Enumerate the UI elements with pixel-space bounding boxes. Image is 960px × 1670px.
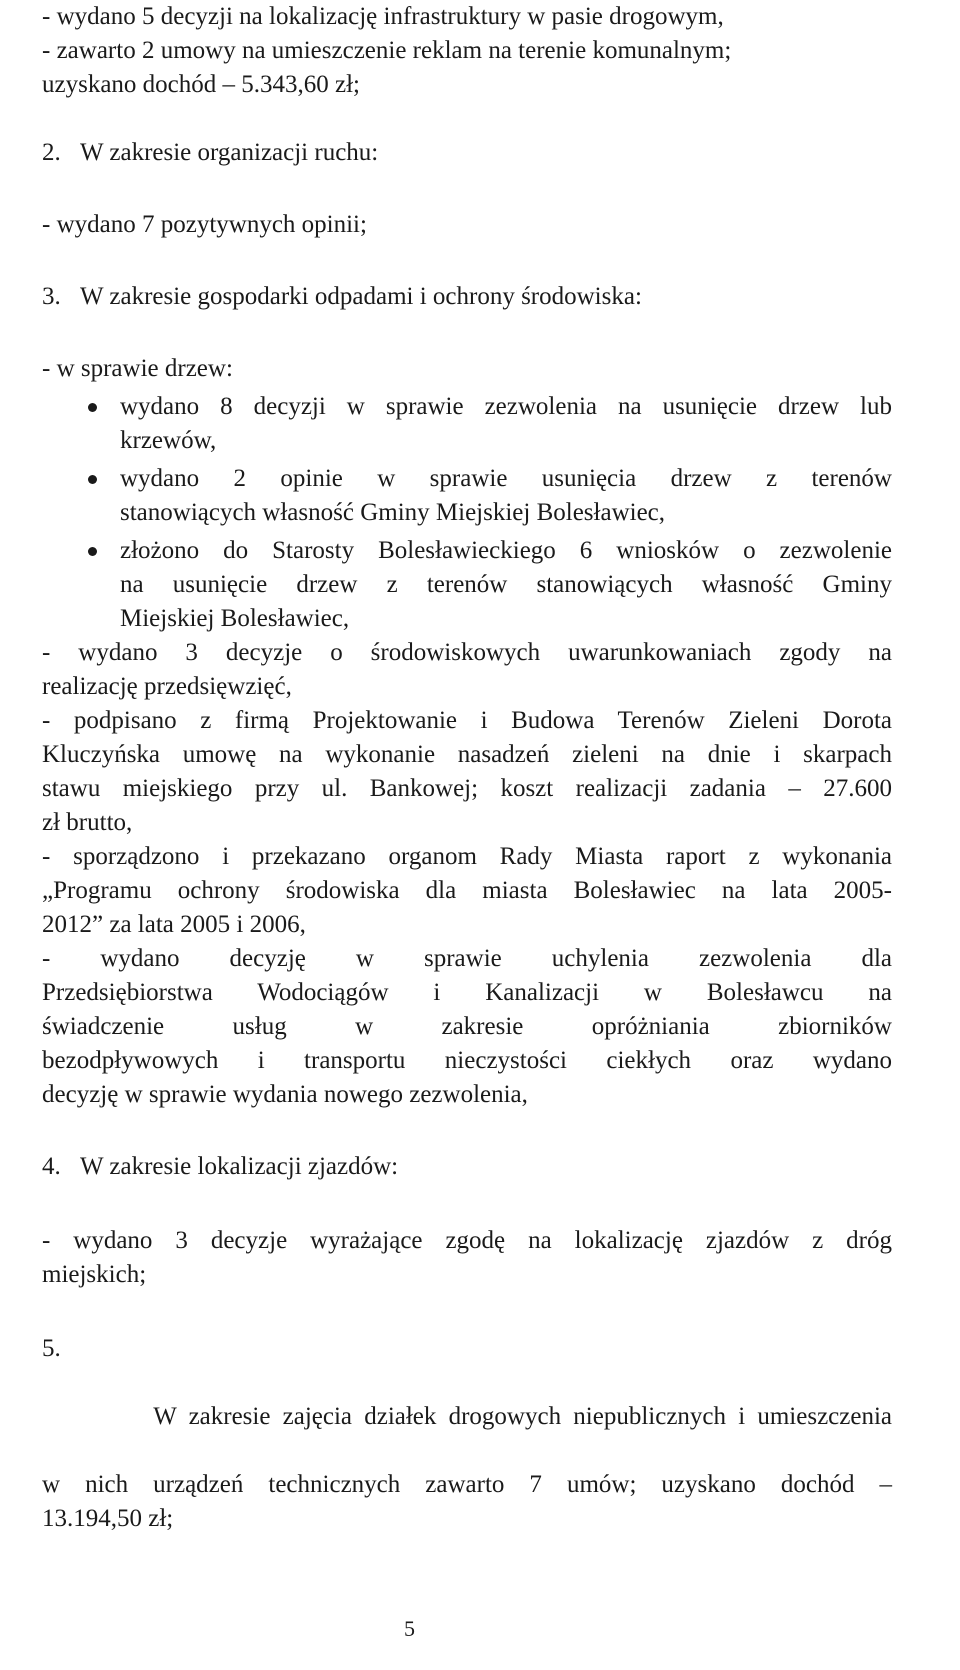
- bullet-icon: [88, 475, 97, 484]
- top-items: [42, 0, 892, 102]
- text-line: - podpisano z firmą Projektowanie i Budowa Terenów Zieleni Dorota: [42, 707, 892, 734]
- section-title: W zakresie gospodarki odpadami i ochrony środowiska:: [80, 283, 642, 310]
- text-line: 13.194,50 zł;: [42, 1505, 174, 1532]
- section-2-heading: [42, 136, 892, 170]
- document-page: [42, 0, 892, 1536]
- bullet-icon: [88, 547, 97, 556]
- text-line: świadczenie usług w zakresie opróżniania zbiorników: [42, 1013, 892, 1040]
- paragraph: [42, 1224, 892, 1292]
- section-title: W zakresie organizacji ruchu:: [80, 139, 379, 166]
- list-item: [42, 462, 892, 530]
- list-item: [42, 534, 892, 636]
- text-line: 2012” za lata 2005 i 2006,: [42, 911, 306, 938]
- paragraph: [42, 840, 892, 942]
- text-line: „Programu ochrony środowiska dla miasta Bolesławiec na lata 2005-: [42, 877, 892, 904]
- text-line: wydano 2 opinie w sprawie usunięcia drzew z terenów: [120, 465, 892, 492]
- bullet-icon: [88, 403, 97, 412]
- page-number: 5: [404, 1616, 415, 1641]
- text-line: zł brutto,: [42, 809, 133, 836]
- text-line: - w sprawie drzew:: [42, 355, 233, 382]
- paragraph: [42, 704, 892, 840]
- section-number: 5.: [42, 1335, 61, 1362]
- section-title: W zakresie zajęcia działek drogowych niepublicznych i umieszczenia: [153, 1403, 893, 1430]
- text-line: realizację przedsięwzięć,: [42, 673, 292, 700]
- section-title: W zakresie lokalizacji zjazdów:: [80, 1153, 399, 1180]
- text-line: - wydano 7 pozytywnych opinii;: [42, 211, 367, 238]
- paragraph: [42, 942, 892, 1112]
- text-line: wydano 8 decyzji w sprawie zezwolenia na usunięcie drzew lub: [120, 393, 892, 420]
- text-line: - sporządzono i przekazano organom Rady Miasta raport z wykonania: [42, 843, 892, 870]
- text-line: na usunięcie drzew z terenów stanowiących własność Gminy: [120, 571, 892, 598]
- section-number: 3.: [42, 283, 61, 310]
- text-line: krzewów,: [120, 427, 217, 454]
- paragraph: [42, 636, 892, 704]
- text-line: decyzję w sprawie wydania nowego zezwolenia,: [42, 1081, 528, 1108]
- text-line: - zawarto 2 umowy na umieszczenie reklam na terenie komunalnym;: [42, 37, 732, 64]
- list-item: [42, 390, 892, 458]
- text-line: stanowiących własność Gminy Miejskiej Bolesławiec,: [120, 499, 666, 526]
- text-line: - wydano 5 decyzji na lokalizację infrastruktury w pasie drogowym,: [42, 3, 724, 30]
- text-line: Kluczyńska umowę na wykonanie nasadzeń zieleni na dnie i skarpach: [42, 741, 892, 768]
- section-4-heading: [42, 1150, 892, 1184]
- section-5-heading: [42, 1332, 892, 1536]
- text-line: miejskich;: [42, 1261, 147, 1288]
- text-line: - wydano 3 decyzje o środowiskowych uwarunkowaniach zgody na: [42, 639, 892, 666]
- text-line: Przedsiębiorstwa Wodociągów i Kanalizacji w Bolesławcu na: [42, 979, 892, 1006]
- text-line: w nich urządzeń technicznych zawarto 7 umów; uzyskano dochód –: [42, 1471, 892, 1498]
- text-line: [42, 1332, 892, 1468]
- text-line: uzyskano dochód – 5.343,60 zł;: [42, 71, 361, 98]
- trees-bullet-list: [42, 390, 892, 636]
- section-number: 2.: [42, 139, 61, 166]
- section-number: 4.: [42, 1153, 61, 1180]
- text-line: bezodpływowych i transportu nieczystości ciekłych oraz wydano: [42, 1047, 892, 1074]
- text-line: - wydano decyzję w sprawie uchylenia zezwolenia dla: [42, 945, 892, 972]
- section-3-heading: [42, 280, 892, 314]
- text-line: stawu miejskiego przy ul. Bankowej; koszt realizacji zadania – 27.600: [42, 775, 892, 802]
- text-line: - wydano 3 decyzje wyrażające zgodę na lokalizację zjazdów z dróg: [42, 1227, 892, 1254]
- text-line: złożono do Starosty Bolesławieckiego 6 wniosków o zezwolenie: [120, 537, 892, 564]
- text-line: Miejskiej Bolesławiec,: [120, 605, 350, 632]
